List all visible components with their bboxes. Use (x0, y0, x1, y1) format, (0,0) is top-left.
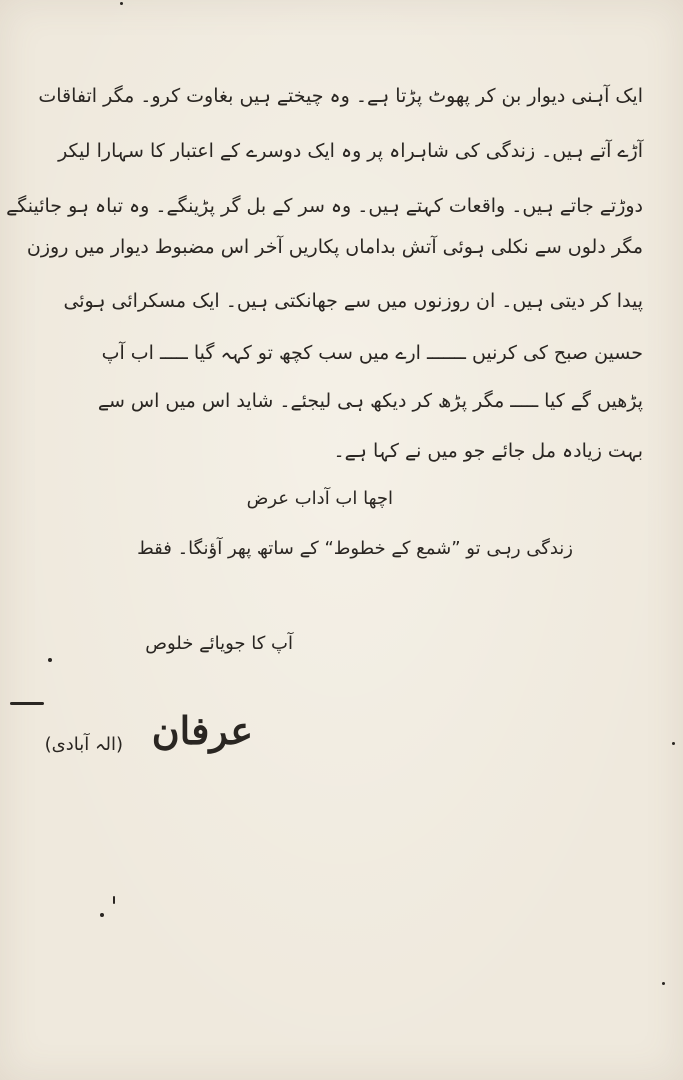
letter-line-7: پڑھیں گے کیا ـــــ مگر پڑھ کر دیکھ ہی لیجئے۔ شاید اس میں اس سے (97, 390, 643, 412)
letter-greeting: اچھا اب آداب عرض (246, 488, 393, 509)
letter-farewell: زندگی رہی تو ”شمع کے خطوط“ کے ساتھ پھر آؤنگا۔ فقط (137, 538, 573, 559)
ink-dot (120, 2, 123, 5)
ink-dot (672, 742, 675, 745)
ink-dot (662, 982, 665, 985)
letter-line-6: حسین صبح کی کرنیں ـــــــ ارے میں سب کچھ تو کہہ گیا ـــــ اب آپ (101, 342, 643, 364)
letter-line-1: ایک آہنی دیوار بن کر پھوٹ پڑتا ہے۔ وہ چیختے ہیں بغاوت کرو۔ مگر اتفاقات (38, 85, 643, 107)
letter-line-5: پیدا کر دیتی ہیں۔ ان روزنوں میں سے جھانکتی ہیں۔ ایک مسکرائی ہوئی (63, 290, 643, 312)
letter-line-4: مگر دلوں سے نکلی ہوئی آتش بداماں پکاریں آخر اس مضبوط دیوار میں روزن (26, 236, 643, 258)
letter-line-8: بہت زیادہ مل جائے جو میں نے کہا ہے۔ (333, 440, 643, 462)
ink-dot (113, 896, 115, 904)
letter-closing: آپ کا جویائے خلوص (145, 633, 293, 654)
signature-place: (الہ آبادی) (44, 734, 123, 755)
signature-name: عرفان (151, 708, 253, 753)
letter-line-3: دوڑتے جاتے ہیں۔ واقعات کہتے ہیں۔ وہ سر کے بل گر پڑینگے۔ وہ تباہ ہو جائینگے (6, 195, 643, 217)
letter-line-2: آڑے آتے ہیں۔ زندگی کی شاہراہ پر وہ ایک دوسرے کے اعتبار کا سہارا لیکر (58, 140, 643, 162)
ink-dot (100, 913, 104, 917)
margin-dash (10, 702, 44, 705)
ink-dot (48, 658, 52, 662)
